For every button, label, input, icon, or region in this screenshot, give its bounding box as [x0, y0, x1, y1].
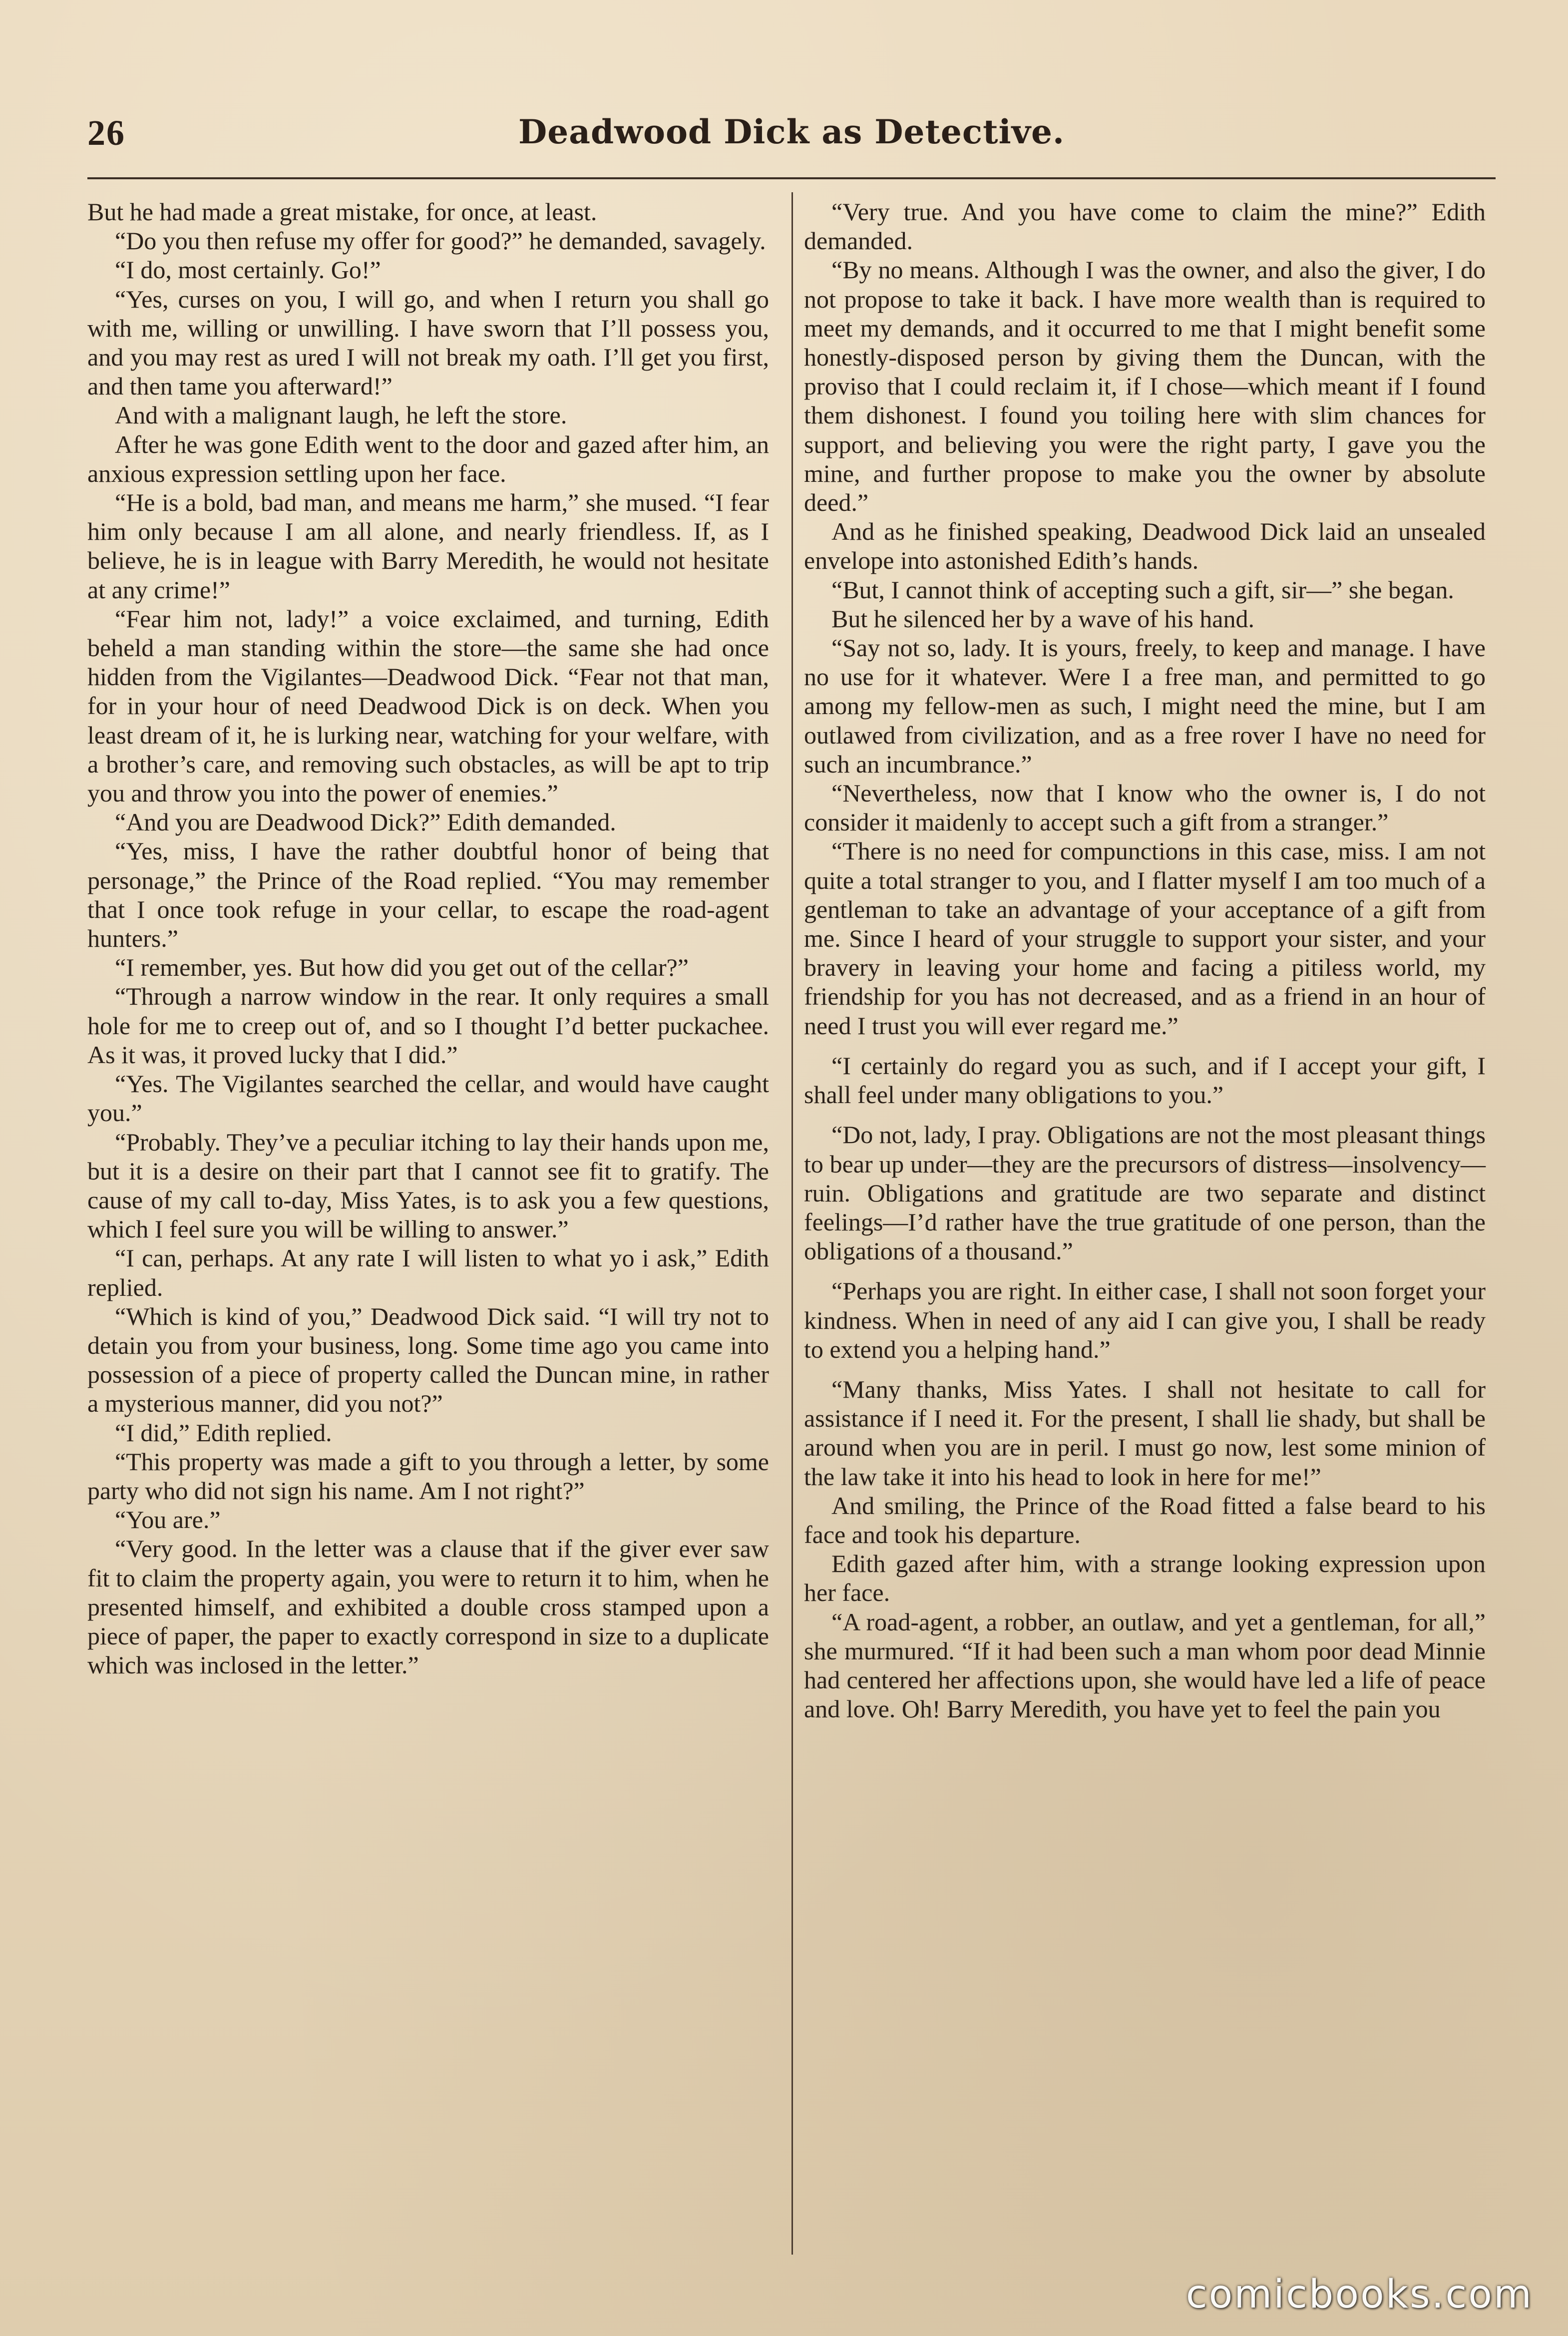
watermark: comicbooks.com [1185, 2272, 1533, 2317]
paragraph: “A road-agent, a robber, an outlaw, and yet a gentleman, for all,” she murmured. “If it had been such a man whom poor dead Minnie had centered her affections upon, she would have led a life of peace and love. Oh! Barry Meredith, you have yet to feel the pain you [804, 1607, 1486, 1723]
paragraph: “Yes. The Vigilantes searched the cellar, and would have caught you.” [87, 1070, 769, 1127]
paragraph: “But, I cannot think of accepting such a gift, sir—” she began. [831, 575, 1454, 604]
paragraph: And smiling, the Prince of the Road fitted a false beard to his face and took his departure. [804, 1491, 1486, 1549]
paragraph: After he was gone Edith went to the door and gazed after him, an anxious expression settling upon her face. [87, 430, 769, 487]
paragraph: “Very good. In the letter was a clause that if the giver ever saw fit to claim the property again, you were to return it to him, when he presented himself, and exhibited a double cross stamped upon a piece of paper, the paper to exactly correspond in size to a duplicate which was inclosed in the letter.” [87, 1535, 769, 1679]
paragraph: “I do, most certainly. Go!” [115, 256, 381, 284]
header-rule [87, 177, 1496, 179]
paragraph: “Which is kind of you,” Deadwood Dick said. “I will try not to detain you from your business, long. Some time ago you came into possession of a piece of property called the Duncan mine, in rather a mysterious manner, did you not?” [87, 1302, 769, 1418]
paragraph: “Yes, miss, I have the rather doubtful honor of being that personage,” the Prince of the Road replied. “You may remember that I once took refuge in your cellar, to escape the road-agent hunters.” [87, 837, 769, 953]
paragraph: “Probably. They’ve a peculiar itching to lay their hands upon me, but it is a desire on their part that I cannot see fit to gratify. The cause of my call to-day, Miss Yates, is to ask you a few questions, which I feel sure you will be willing to answer.” [87, 1128, 769, 1243]
paragraph: And with a malignant laugh, he left the store. [115, 401, 567, 429]
left-column [87, 197, 769, 1679]
paragraph: “There is no need for compunctions in this case, miss. I am not quite a total stranger to you, and I flatter myself I am too much of a gentleman to take an advantage of your acceptance of a gift from me. Since I heard of your struggle to support your sister, and your bravery in leaving your home and facing a pitiless world, my friendship for you has not decreased, and as a friend in an hour of need I trust you will ever regard me.” [804, 837, 1486, 1040]
paragraph: “Say not so, lady. It is yours, freely, to keep and manage. I have no use for it whatever. Were I a free man, and permitted to go among my fellow-men as such, I might need the mine, but I am outlawed from civilization, and as a free rover I have no need for such an incumbrance.” [804, 634, 1486, 778]
paragraph: “Yes, curses on you, I will go, and when I return you shall go with me, willing or unwilling. I have sworn that I’ll possess you, and you may rest as ured I will not break my oath. I’ll get you first, and then tame you afterward!” [87, 285, 769, 400]
paragraph: But he silenced her by a wave of his hand. [831, 604, 1254, 633]
paragraph: “I did,” Edith replied. [115, 1418, 332, 1447]
running-title: Deadwood Dick as Detective. [518, 112, 1065, 151]
paragraph: “By no means. Although I was the owner, and also the giver, I do not propose to take it back. I have more wealth than is required to meet my demands, and it occurred to me that I might benefit some honestly-disposed person by giving them the Duncan, with the proviso that I could reclaim it, if I chose—which meant if I found them dishonest. I found you toiling here with slim chances for support, and believing you were the right party, I gave you the mine, and further propose to make you the owner by absolute deed.” [804, 256, 1486, 517]
page-header [87, 112, 1496, 167]
paragraph: “And you are Deadwood Dick?” Edith demanded. [115, 808, 616, 836]
paragraph: “I can, perhaps. At any rate I will listen to what yo i ask,” Edith replied. [87, 1244, 769, 1301]
paragraph: “I certainly do regard you as such, and if I accept your gift, I shall feel under many obligations to you.” [804, 1051, 1486, 1109]
paragraph: And as he finished speaking, Deadwood Dick laid an unsealed envelope into astonished Edith’s hands. [804, 517, 1486, 575]
paragraph: “Perhaps you are right. In either case, I shall not soon forget your kindness. When in need of any aid I can give you, I shall be ready to extend you a helping hand.” [804, 1277, 1486, 1363]
paragraph: “Very true. And you have come to claim the mine?” Edith demanded. [804, 198, 1486, 255]
paragraph: “Many thanks, Miss Yates. I shall not hesitate to call for assistance if I need it. For the present, I shall lie shady, but shall be around when you are in peril. I must go now, lest some minion of the law take it into his head to look in here for me!” [804, 1375, 1486, 1491]
paragraph: “Through a narrow window in the rear. It only requires a small hole for me to creep out of, and so I thought I’d better puckachee. As it was, it proved lucky that I did.” [87, 982, 769, 1069]
paragraph: “You are.” [115, 1506, 221, 1534]
paragraph: “Nevertheless, now that I know who the owner is, I do not consider it maidenly to accept such a gift from a stranger.” [804, 779, 1486, 836]
page-number: 26 [87, 113, 125, 153]
paragraph: “Fear him not, lady!” a voice exclaimed, and turning, Edith beheld a man standing within the store—the same she had once hidden from the Vigilantes—Deadwood Dick. “Fear not that man, for in your hour of need Deadwood Dick is on deck. When you least dream of it, he is lurking near, watching for your welfare, with a brother’s care, and removing such obstacles, as will be apt to trip you and throw you into the power of enemies.” [87, 604, 769, 807]
column-divider [791, 192, 793, 2255]
paragraph: “Do not, lady, I pray. Obligations are not the most pleasant things to bear up under—they are the precursors of distress—insolvency—ruin. Obligations and gratitude are two separate and distinct feelings—I’d rather have the true gratitude of one person, than the obligations of a thousand.” [804, 1121, 1486, 1265]
right-column [804, 197, 1486, 1723]
paragraph: Edith gazed after him, with a strange looking expression upon her face. [804, 1550, 1486, 1607]
paragraph: “I remember, yes. But how did you get out of the cellar?” [115, 953, 689, 982]
paragraph: “He is a bold, bad man, and means me harm,” she mused. “I fear him only because I am all alone, and nearly friendless. If, as I believe, he is in league with Barry Meredith, he would not hesitate at any crime!” [87, 488, 769, 604]
paragraph: “This property was made a gift to you through a letter, by some party who did not sign his name. Am I not right?” [87, 1447, 769, 1505]
paragraph: “Do you then refuse my offer for good?” he demanded, savagely. [115, 227, 766, 255]
paragraph: But he had made a great mistake, for once, at least. [87, 198, 597, 226]
